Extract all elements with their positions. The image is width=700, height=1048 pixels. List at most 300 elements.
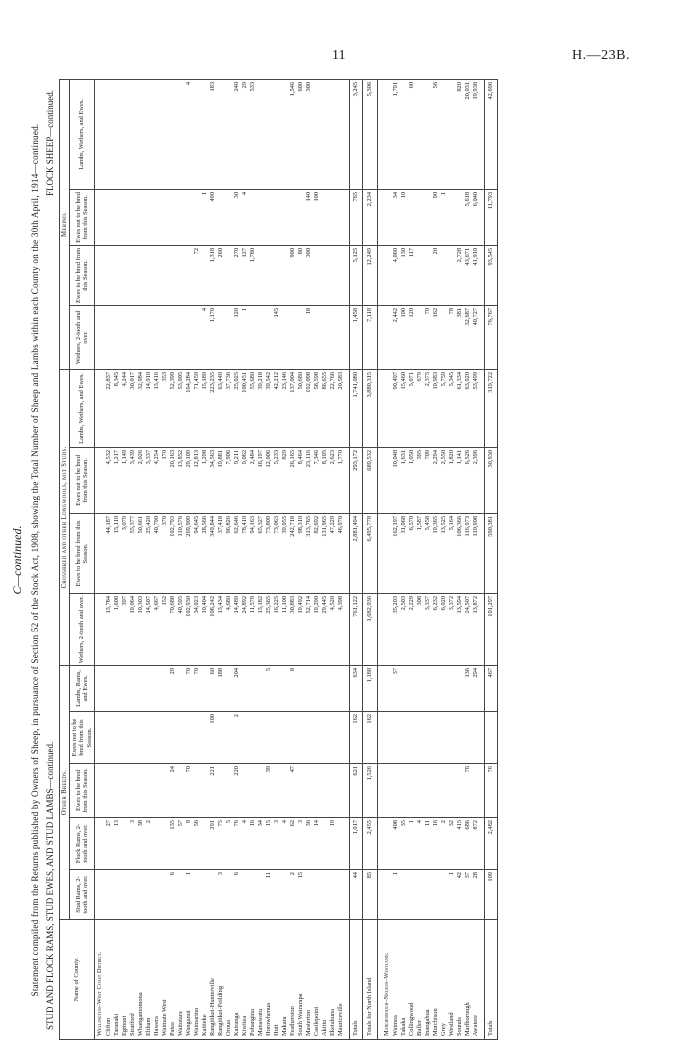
value-cell — [313, 712, 321, 764]
total-cell: 93,545 — [484, 245, 497, 305]
value-cell: 39,055 — [281, 513, 289, 593]
value-cell — [440, 79, 448, 189]
value-cell: 15 — [297, 870, 305, 920]
value-cell — [145, 712, 153, 764]
value-cell — [329, 712, 337, 764]
county-name: Featherston — [289, 920, 297, 1040]
county-name: Sounds — [456, 920, 464, 1040]
value-cell: 533 — [249, 79, 257, 189]
value-cell — [273, 189, 281, 245]
total-cell: 12,249 — [362, 245, 377, 305]
value-cell — [448, 665, 456, 711]
county-name: Akitio — [321, 920, 329, 1040]
value-cell: 7,346 — [313, 447, 321, 513]
total-cell: 1,017 — [349, 818, 362, 870]
value-cell — [424, 712, 432, 764]
value-cell — [201, 870, 209, 920]
value-cell — [392, 764, 400, 818]
value-cell: 3,079 — [121, 513, 129, 593]
county-name: Inangahua — [424, 920, 432, 1040]
value-cell: 61,334 — [456, 369, 464, 447]
table-row — [153, 79, 161, 1039]
value-cell: 8 — [289, 665, 297, 711]
value-cell — [241, 870, 249, 920]
county-name: Kairanga — [233, 920, 241, 1040]
value-cell — [241, 712, 249, 764]
value-cell — [105, 305, 113, 369]
col-header-ewes-not-bred: Ewes not to be bred from this Season. — [70, 712, 95, 764]
value-cell: 12,006 — [265, 447, 273, 513]
county-name: Patea — [169, 920, 177, 1040]
table-row — [225, 79, 233, 1039]
value-cell: 26,165 — [289, 447, 297, 513]
value-cell: 34 — [392, 189, 400, 245]
value-cell — [408, 712, 416, 764]
empty-cell — [94, 593, 105, 665]
value-cell — [329, 665, 337, 711]
value-cell — [105, 764, 113, 818]
value-cell: 270 — [233, 245, 241, 305]
value-cell — [408, 189, 416, 245]
value-cell: 55,377 — [129, 513, 137, 593]
value-cell — [225, 870, 233, 920]
value-cell: 145 — [273, 305, 281, 369]
value-cell: 9,211 — [233, 447, 241, 513]
value-cell — [289, 305, 297, 369]
value-cell — [225, 665, 233, 711]
value-cell: 2 — [233, 712, 241, 764]
value-cell — [217, 79, 225, 189]
value-cell: 1,298 — [201, 447, 209, 513]
empty-cell — [382, 305, 392, 369]
value-cell: 37 — [392, 665, 400, 711]
value-cell: 14,910 — [145, 369, 153, 447]
value-cell: 5,164 — [448, 513, 456, 593]
value-cell: 152 — [161, 593, 169, 665]
value-cell: 100 — [209, 712, 217, 764]
value-cell — [329, 245, 337, 305]
table-row — [113, 79, 121, 1039]
empty-cell — [382, 764, 392, 818]
value-cell: 4,532 — [105, 447, 113, 513]
value-cell: 13,182 — [257, 593, 265, 665]
value-cell — [400, 870, 408, 920]
value-cell: 70 — [193, 665, 201, 711]
value-cell — [416, 79, 424, 189]
value-cell — [337, 189, 345, 245]
value-cell — [153, 764, 161, 818]
empty-cell — [382, 593, 392, 665]
table-row — [408, 79, 416, 1039]
value-cell — [337, 764, 345, 818]
value-cell — [416, 189, 424, 245]
value-cell — [121, 712, 129, 764]
total-cell: 44 — [349, 870, 362, 920]
totals-row — [484, 79, 497, 1039]
value-cell: 1 — [448, 870, 456, 920]
rotated-content — [10, 80, 690, 1040]
value-cell — [193, 870, 201, 920]
value-cell — [400, 665, 408, 711]
table-row — [265, 79, 273, 1039]
value-cell — [257, 305, 265, 369]
value-cell — [161, 665, 169, 711]
value-cell — [337, 818, 345, 870]
value-cell — [129, 189, 137, 245]
value-cell — [464, 712, 472, 764]
county-name: Buller — [416, 920, 424, 1040]
value-cell: 408 — [392, 818, 400, 870]
value-cell: 2,728 — [456, 245, 464, 305]
county-name: Clifton — [105, 920, 113, 1040]
value-cell: 78 — [448, 305, 456, 369]
value-cell — [105, 665, 113, 711]
value-cell: 5 — [265, 665, 273, 711]
value-cell: 415 — [456, 818, 464, 870]
value-cell: 73,063 — [273, 513, 281, 593]
col-header-cross-wethers: Wethers, 2-tooth and over. — [70, 593, 95, 665]
group-header-merino: Merino. — [60, 79, 70, 369]
value-cell — [161, 79, 169, 189]
total-cell: 76,767 — [484, 305, 497, 369]
value-cell — [129, 665, 137, 711]
value-cell: 13,594 — [456, 593, 464, 665]
value-cell: 27 — [105, 818, 113, 870]
value-cell: 300 — [305, 79, 313, 189]
value-cell: 46,970 — [337, 513, 345, 593]
value-cell: 75 — [217, 818, 225, 870]
value-cell: 62,646 — [233, 513, 241, 593]
totals-label: Totals for North Island — [362, 920, 377, 1040]
value-cell: 102,930 — [185, 593, 193, 665]
value-cell: 13,434 — [217, 593, 225, 665]
total-cell: 11,793 — [484, 189, 497, 245]
value-cell — [153, 818, 161, 870]
value-cell: 96,826 — [225, 513, 233, 593]
value-cell — [169, 79, 177, 189]
value-cell: 78,410 — [241, 513, 249, 593]
value-cell: 65,327 — [257, 513, 265, 593]
value-cell: 30,017 — [129, 369, 137, 447]
value-cell: 14,489 — [233, 593, 241, 665]
value-cell — [193, 712, 201, 764]
value-cell: 19 — [329, 818, 337, 870]
value-cell: 73,809 — [265, 513, 273, 593]
value-cell — [424, 79, 432, 189]
value-cell: 13,416 — [153, 369, 161, 447]
value-cell — [105, 79, 113, 189]
value-cell — [440, 665, 448, 711]
sheep-table — [59, 79, 498, 1040]
table-row — [329, 79, 337, 1039]
value-cell — [225, 189, 233, 245]
value-cell — [161, 764, 169, 818]
value-cell: 6,232 — [432, 593, 440, 665]
value-cell — [145, 245, 153, 305]
value-cell — [153, 870, 161, 920]
value-cell — [113, 245, 121, 305]
subtitle-right: FLOCK SHEEP—continued. — [45, 90, 55, 197]
value-cell: 102,793 — [169, 513, 177, 593]
county-name: Waimea — [392, 920, 400, 1040]
value-cell: 13,784 — [105, 593, 113, 665]
value-cell — [313, 665, 321, 711]
table-row — [145, 79, 153, 1039]
value-cell: 820 — [456, 79, 464, 189]
value-cell — [177, 305, 185, 369]
value-cell — [161, 189, 169, 245]
value-cell — [145, 305, 153, 369]
total-cell: 3,880,315 — [362, 369, 377, 447]
value-cell — [297, 305, 305, 369]
table-row — [209, 79, 217, 1039]
table-row — [161, 79, 169, 1039]
value-cell: 11 — [265, 870, 273, 920]
value-cell: 370 — [161, 513, 169, 593]
value-cell: 57 — [177, 818, 185, 870]
value-cell: 94,645 — [193, 513, 201, 593]
value-cell — [153, 305, 161, 369]
value-cell — [297, 712, 305, 764]
value-cell — [145, 189, 153, 245]
table-row — [472, 79, 480, 1039]
value-cell — [169, 189, 177, 245]
value-cell: 291 — [209, 818, 217, 870]
value-cell — [416, 764, 424, 818]
value-cell: 204 — [233, 665, 241, 711]
value-cell: 44,187 — [105, 513, 113, 593]
value-cell — [297, 665, 305, 711]
value-cell: 13 — [113, 818, 121, 870]
group-heading-row — [382, 79, 392, 1039]
total-cell: 162 — [349, 712, 362, 764]
county-name: Hutt — [273, 920, 281, 1040]
value-cell: 6,040 — [472, 189, 480, 245]
value-cell: 3,372 — [448, 593, 456, 665]
empty-cell — [94, 245, 105, 305]
value-cell: 135 — [169, 818, 177, 870]
value-cell — [273, 245, 281, 305]
county-name: Grey — [440, 920, 448, 1040]
value-cell: 2 — [145, 818, 153, 870]
total-cell: 1,526 — [362, 764, 377, 818]
value-cell — [432, 764, 440, 818]
county-name: Pohangina — [249, 920, 257, 1040]
value-cell: 38 — [137, 818, 145, 870]
value-cell: 24,892 — [241, 593, 249, 665]
value-cell: 82,692 — [313, 513, 321, 593]
county-name: Hawera — [153, 920, 161, 1040]
value-cell — [153, 245, 161, 305]
county-name: Kaitieke — [201, 920, 209, 1040]
col-header-ewes-bred: Ewes to be bred from this Season. — [70, 764, 95, 818]
table-row — [201, 79, 209, 1039]
value-cell: 22,766 — [329, 369, 337, 447]
value-cell: 131,965 — [321, 513, 329, 593]
value-cell — [337, 712, 345, 764]
value-cell: 39 — [265, 764, 273, 818]
value-cell — [105, 712, 113, 764]
col-header-cross-ewes-bred: Ewes to be bred from this Season. — [70, 513, 95, 593]
value-cell: 2,229 — [408, 593, 416, 665]
value-cell: 1 — [241, 305, 249, 369]
value-cell: 20,031 — [464, 79, 472, 189]
table-body — [94, 79, 497, 1039]
value-cell — [448, 79, 456, 189]
empty-cell — [382, 245, 392, 305]
subtitle-row — [45, 90, 55, 1030]
district-heading: Wellington–West Coast District. — [94, 920, 105, 1040]
value-cell: 3,337 — [424, 593, 432, 665]
value-cell — [257, 79, 265, 189]
value-cell — [313, 870, 321, 920]
value-cell: 1,170 — [209, 305, 217, 369]
value-cell — [105, 189, 113, 245]
empty-cell — [382, 447, 392, 513]
county-name: Rangitikei-Hunterville — [209, 920, 217, 1040]
value-cell: 5,345 — [448, 369, 456, 447]
value-cell — [137, 665, 145, 711]
value-cell: 20 — [432, 245, 440, 305]
value-cell — [121, 305, 129, 369]
value-cell: 70 — [424, 305, 432, 369]
empty-cell — [94, 189, 105, 245]
value-cell — [201, 764, 209, 818]
value-cell: 37 — [464, 870, 472, 920]
value-cell — [137, 305, 145, 369]
value-cell — [273, 665, 281, 711]
col-header-cross-ewes-not-bred: Ewes not to be bred from this Season. — [70, 447, 95, 513]
value-cell: 1,770 — [337, 447, 345, 513]
value-cell — [329, 305, 337, 369]
value-cell: 100,451 — [241, 369, 249, 447]
value-cell — [121, 764, 129, 818]
empty-cell — [94, 513, 105, 593]
value-cell: 19,881 — [217, 447, 225, 513]
value-cell — [400, 712, 408, 764]
value-cell — [137, 712, 145, 764]
col-header-merino-ewes-not-bred: Ewes not to be bred from this Season. — [70, 189, 95, 245]
value-cell: 63,920 — [464, 369, 472, 447]
value-cell: 4 — [241, 189, 249, 245]
value-cell: 2,442 — [392, 305, 400, 369]
value-cell: 34 — [257, 818, 265, 870]
value-cell — [193, 764, 201, 818]
value-cell — [440, 245, 448, 305]
total-cell: 319,722 — [484, 369, 497, 447]
value-cell: 58,598 — [313, 369, 321, 447]
value-cell: 1,791 — [392, 79, 400, 189]
value-cell: 1,141 — [456, 447, 464, 513]
value-cell: 349,844 — [209, 513, 217, 593]
value-cell: 4 — [281, 818, 289, 870]
total-cell: 765 — [349, 189, 362, 245]
value-cell — [416, 305, 424, 369]
value-cell — [305, 764, 313, 818]
value-cell: 14 — [313, 818, 321, 870]
value-cell — [169, 245, 177, 305]
table-row — [432, 79, 440, 1039]
value-cell — [249, 189, 257, 245]
value-cell — [121, 665, 129, 711]
group-header-crossbred: Crossbred and other Longwools, not Studs. — [60, 369, 70, 665]
value-cell: 137,004 — [289, 369, 297, 447]
value-cell — [432, 712, 440, 764]
value-cell — [177, 79, 185, 189]
value-cell — [456, 764, 464, 818]
value-cell: 23,116 — [305, 447, 313, 513]
col-header-county: Name of County. — [60, 920, 95, 1040]
value-cell: 10,048 — [392, 447, 400, 513]
value-cell — [440, 870, 448, 920]
value-cell — [416, 870, 424, 920]
value-cell — [273, 79, 281, 189]
total-cell: 5,306 — [362, 79, 377, 189]
value-cell — [440, 305, 448, 369]
value-cell: 136 — [464, 665, 472, 711]
value-cell — [257, 189, 265, 245]
value-cell: 15,189 — [201, 369, 209, 447]
county-name: South Wairarapa — [297, 920, 305, 1040]
value-cell — [281, 79, 289, 189]
value-cell: 56 — [432, 79, 440, 189]
value-cell: 19,365 — [432, 513, 440, 593]
value-cell: 25,025 — [233, 369, 241, 447]
value-cell: 41,910 — [472, 245, 480, 305]
value-cell — [169, 305, 177, 369]
value-cell — [416, 665, 424, 711]
page-number: 11 — [332, 48, 346, 63]
empty-cell — [94, 764, 105, 818]
value-cell: 300 — [305, 245, 313, 305]
value-cell — [321, 870, 329, 920]
table-row — [105, 79, 113, 1039]
value-cell — [121, 79, 129, 189]
county-name: Oroua — [225, 920, 233, 1040]
value-cell: 5,233 — [273, 447, 281, 513]
value-cell: 1,608 — [113, 593, 121, 665]
value-cell: 397 — [121, 593, 129, 665]
value-cell — [153, 665, 161, 711]
empty-cell — [382, 665, 392, 711]
value-cell — [249, 305, 257, 369]
col-header-merino-ewes-bred: Ewes to be bred from this Season. — [70, 245, 95, 305]
value-cell — [321, 764, 329, 818]
value-cell — [121, 818, 129, 870]
value-cell: 90 — [432, 189, 440, 245]
total-cell: 621 — [349, 764, 362, 818]
total-cell: 1,682,936 — [362, 593, 377, 665]
county-name: Horowhenua — [265, 920, 273, 1040]
value-cell — [265, 712, 273, 764]
value-cell: 8,105 — [321, 447, 329, 513]
value-cell: 7,906 — [225, 447, 233, 513]
table-row — [121, 79, 129, 1039]
value-cell: 52,399 — [169, 369, 177, 447]
value-cell: 600 — [297, 79, 305, 189]
page-code: H.—23B. — [572, 48, 630, 63]
value-cell: 8,345 — [113, 369, 121, 447]
value-cell: 829 — [281, 447, 289, 513]
value-cell — [456, 189, 464, 245]
value-cell: 25,365 — [265, 593, 273, 665]
value-cell — [289, 189, 297, 245]
value-cell: 70 — [185, 665, 193, 711]
value-cell: 4,060 — [392, 245, 400, 305]
value-cell: 220 — [233, 764, 241, 818]
value-cell: 2,396 — [472, 447, 480, 513]
value-cell — [313, 245, 321, 305]
